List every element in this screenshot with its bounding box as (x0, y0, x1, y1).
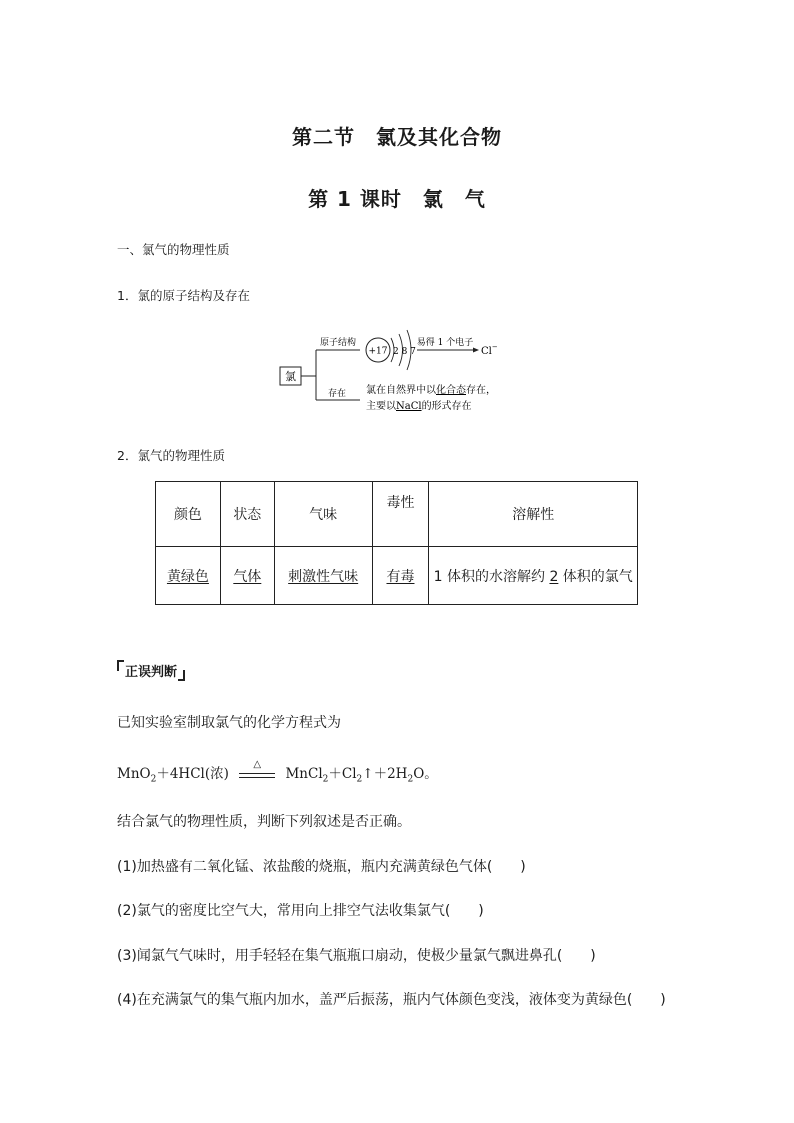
question-2: (2)氯气的密度比空气大，常用向上排空气法收集氯气( ) (117, 903, 484, 919)
reaction-condition: △ (239, 768, 275, 782)
branch-atomic-structure-label: 原子结构 (320, 338, 357, 348)
header-state: 状态 (220, 482, 274, 547)
value-state: 气体 (220, 547, 274, 605)
table-header-row (156, 482, 638, 547)
question-3: (3)闻氯气气味时，用手轻轻在集气瓶瓶口扇动，使极少量氯气飘进鼻孔( ) (117, 948, 596, 964)
nucleus-charge: +17 (368, 346, 388, 357)
root-label: 氯 (285, 370, 296, 383)
physical-properties-table (155, 481, 638, 605)
intro-text: 已知实验室制取氯气的化学方程式为 (117, 715, 341, 731)
section-heading: 一、氯气的物理性质 (117, 242, 230, 257)
question-1: (1)加热盛有二氧化锰、浓盐酸的烧瓶，瓶内充满黄绿色气体( ) (117, 859, 526, 875)
item-heading-structure: 1．氯的原子结构及存在 (117, 288, 250, 303)
page-title: 第二节 氯及其化合物 (292, 125, 502, 149)
existence-line-2: 主要以NaCl的形式存在 (366, 401, 472, 412)
value-toxicity: 有毒 (372, 547, 429, 605)
chemical-equation: MnO$_2$＋4HCl(浓) △ $MnCl_2+Cl_2↑+2H_2O$。 (117, 758, 438, 785)
header-odor: 气味 (274, 482, 372, 547)
question-4: (4)在充满氯气的集气瓶内加水，盖严后振荡，瓶内气体颜色变浅，液体变为黄绿色( ) (117, 992, 666, 1008)
value-color: 黄绿色 (156, 547, 221, 605)
lesson-title: 第 1 课时 氯 气 (308, 187, 486, 211)
table-row (156, 547, 638, 605)
electron-shells: 2 8 7 (393, 347, 416, 357)
header-solubility: 溶解性 (429, 482, 638, 547)
value-solubility: 1 体积的水溶解约 2 体积的氯气 (429, 547, 638, 605)
judgment-section-title: 正误判断 (117, 661, 185, 680)
chlorine-structure-diagram (270, 320, 530, 420)
item-heading-properties: 2．氯气的物理性质 (117, 448, 225, 463)
chloride-ion: Cl− (481, 343, 498, 357)
prompt-text: 结合氯气的物理性质，判断下列叙述是否正确。 (117, 814, 411, 830)
branch-existence-label: 存在 (328, 389, 347, 399)
arrow-label: 易得 1 个电子 (416, 338, 474, 348)
value-odor: 刺激性气味 (274, 547, 372, 605)
existence-line-1: 氯在自然界中以化合态存在， (366, 385, 496, 396)
header-toxicity: 毒性 (372, 482, 429, 547)
header-color: 颜色 (156, 482, 221, 547)
